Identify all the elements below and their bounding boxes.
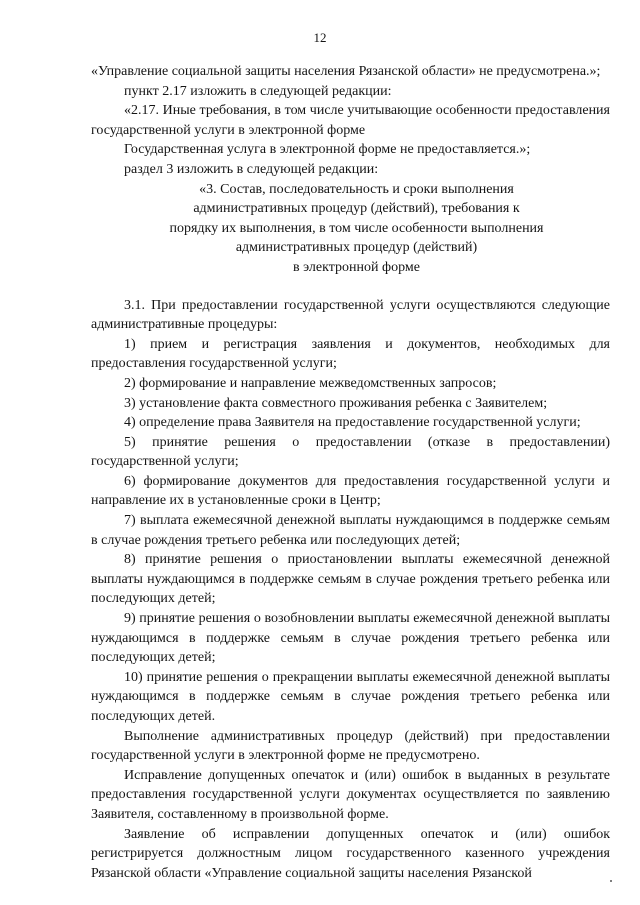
- list-item: 3) установление факта совместного проживания ребенка с Заявителем;: [124, 395, 548, 411]
- page-number: 12: [313, 30, 327, 45]
- heading-line: в электронной форме: [293, 259, 420, 275]
- paragraph: Заявление об исправлении допущенных опечаток и (или) ошибок регистрируется должностным лицом государственного казенного учреждения Рязанской области «Управление социальной защиты населения Рязанской: [91, 826, 610, 881]
- list-item: 2) формирование и направление межведомственных запросов;: [124, 375, 497, 391]
- heading-line: порядку их выполнения, в том числе особенности выполнения: [169, 220, 544, 236]
- list-item: 6) формирование документов для предоставления государственной услуги и направление их в установленные сроки в Центр;: [91, 473, 610, 509]
- list-item: 4) определение права Заявителя на предоставление государственной услуги;: [124, 415, 581, 431]
- heading-line: административных процедур (действий), требования к: [193, 201, 520, 217]
- section-heading: [91, 180, 610, 278]
- list-item: 10) принятие решения о прекращении выплаты ежемесячной денежной выплаты нуждающимся в поддержке семьям в случае рождения третьего ребенка или последующих детей.: [91, 669, 610, 724]
- scan-speck: [610, 880, 612, 882]
- paragraph: раздел 3 изложить в следующей редакции:: [124, 161, 379, 177]
- paragraph-continuation: «Управление социальной защиты населения Рязанской области» не предусмотрена.»;: [91, 64, 601, 79]
- section-spacer: [91, 278, 610, 296]
- paragraph: Государственная услуга в электронной форме не предоставляется.»;: [124, 142, 531, 158]
- list-item: 5) принятие решения о предоставлении (отказе в предоставлении) государственной услуги;: [91, 434, 610, 470]
- list-item: 7) выплата ежемесячной денежной выплаты нуждающимся в поддержке семьям в случае рождения третьего ребенка или последующих детей;: [91, 513, 610, 548]
- heading-line: административных процедур (действий): [235, 240, 478, 256]
- list-item: 1) прием и регистрация заявления и документов, необходимых для предоставления государственной услуги;: [91, 336, 610, 372]
- list-item: 8) принятие решения о приостановлении выплаты ежемесячной денежной выплаты нуждающимся в поддержке семьям в случае рождения третьего ребенка или последующих детей;: [91, 552, 610, 607]
- list-item: 9) принятие решения о возобновлении выплаты ежемесячной денежной выплаты нуждающимся в поддержке семьям в случае рождения третьего ребенка или последующих детей;: [91, 611, 610, 666]
- paragraph: пункт 2.17 изложить в следующей редакции:: [124, 83, 392, 99]
- document-body: [91, 62, 610, 883]
- paragraph: Выполнение административных процедур (действий) при предоставлении государственной услуги в электронной форме не предусмотрено.: [91, 728, 610, 764]
- heading-line: «3. Состав, последовательность и сроки выполнения: [199, 181, 514, 197]
- paragraph: Исправление допущенных опечаток и (или) ошибок в выданных в результате предоставления государственной услуги документах осуществляется по заявлению Заявителя, составленному в произвольной форме.: [91, 767, 610, 822]
- paragraph: 3.1. При предоставлении государственной услуги осуществляются следующие административные процедуры:: [91, 297, 610, 333]
- paragraph: «2.17. Иные требования, в том числе учитывающие особенности предоставления государственной услуги в электронной форме: [91, 103, 610, 138]
